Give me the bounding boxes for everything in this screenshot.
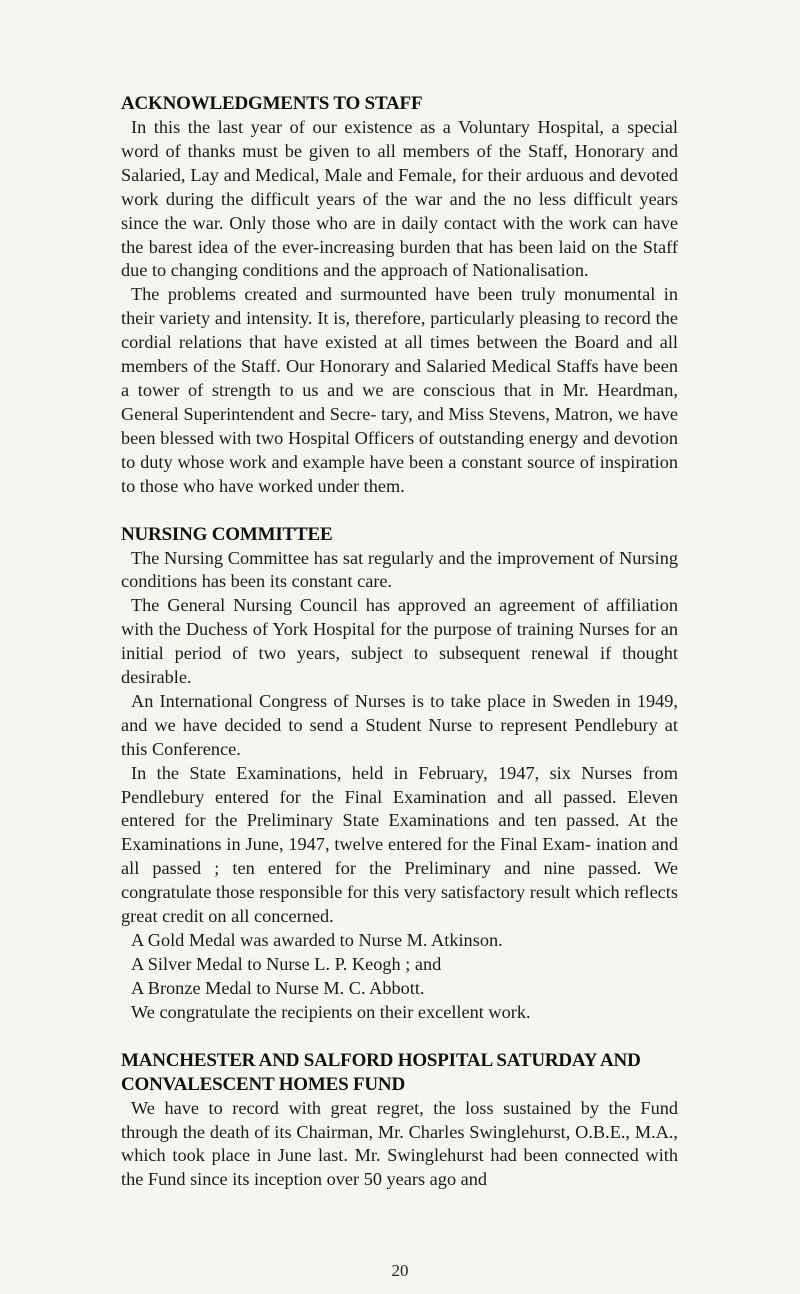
paragraph: An International Congress of Nurses is to take place in Sweden in 1949, and we have decided to send a Student Nurse to represent Pendlebury at this Conference. [121,690,678,759]
heading-nursing-committee: NURSING COMMITTEE [121,523,333,545]
paragraph: In this the last year of our existence as a Voluntary Hospital, a special word of thanks must be given to all members of the Staff, Honorary and Salaried, Lay and Medical, Male and Female, for their arduous and devoted work during the difficult years of the war and the no less difficult years since the war. Only those who are in daily contact with the work can have the barest idea of the ever-increasing burden that has been laid on the Staff due to changing conditions and the approach of Nationalisation. [121,117,678,281]
paragraph: The problems created and surmounted have been truly monumental in their variety and intensity. It is, therefore, particularly pleasing to record the cordial relations that have existed at all times between the Board and all members of the Staff. Our Honorary and Salaried Medical Staffs have been a tower of strength to us and we are conscious that in Mr. Heardman, General Superintendent and Secre- tary, and Miss Stevens, Matron, we have been blessed with two Hospital Officers of outstanding energy and devotion to duty whose work and example have been a constant source of inspiration to those who have worked under them. [121,284,678,496]
paragraph: The Nursing Committee has sat regularly and the improvement of Nursing conditions has been its constant care. [121,547,678,592]
medal-line: A Bronze Medal to Nurse M. C. Abbott. [131,977,425,998]
medal-line: A Gold Medal was awarded to Nurse M. Atkinson. [131,930,503,950]
paragraph: We congratulate the recipients on their excellent work. [131,1001,531,1022]
heading-manchester-salford-fund: MANCHESTER AND SALFORD HOSPITAL SATURDAY AND CONVALESCENT HOMES FUND [121,1049,641,1095]
document-page [121,92,678,1192]
paragraph: In the State Examinations, held in February, 1947, six Nurses from Pendlebury entered for the Final Examination and all passed. Eleven entered for the Preliminary State Examinations and ten passed. At the Examinations in June, 1947, twelve entered for the Final Exam- ination and all passed ; ten entered for the Preliminary and nine passed. We congratulate those responsible for this very satisfactory result which reflects great credit on all concerned. [121,762,678,927]
paragraph: The General Nursing Council has approved an agreement of affiliation with the Duchess of York Hospital for the purpose of training Nurses for an initial period of two years, subject to subsequent renewal if thought desirable. [121,595,678,688]
heading-acknowledgments: ACKNOWLEDGMENTS TO STAFF [121,93,423,114]
paragraph: We have to record with great regret, the loss sustained by the Fund through the death of its Chairman, Mr. Charles Swinglehurst, O.B.E., M.A., which took place in June last. Mr. Swinglehurst had been connected with the Fund since its inception over 50 years ago and [121,1097,678,1190]
page-number: 20 [391,1261,409,1280]
medal-line: A Silver Medal to Nurse L. P. Keogh ; and [131,953,442,974]
